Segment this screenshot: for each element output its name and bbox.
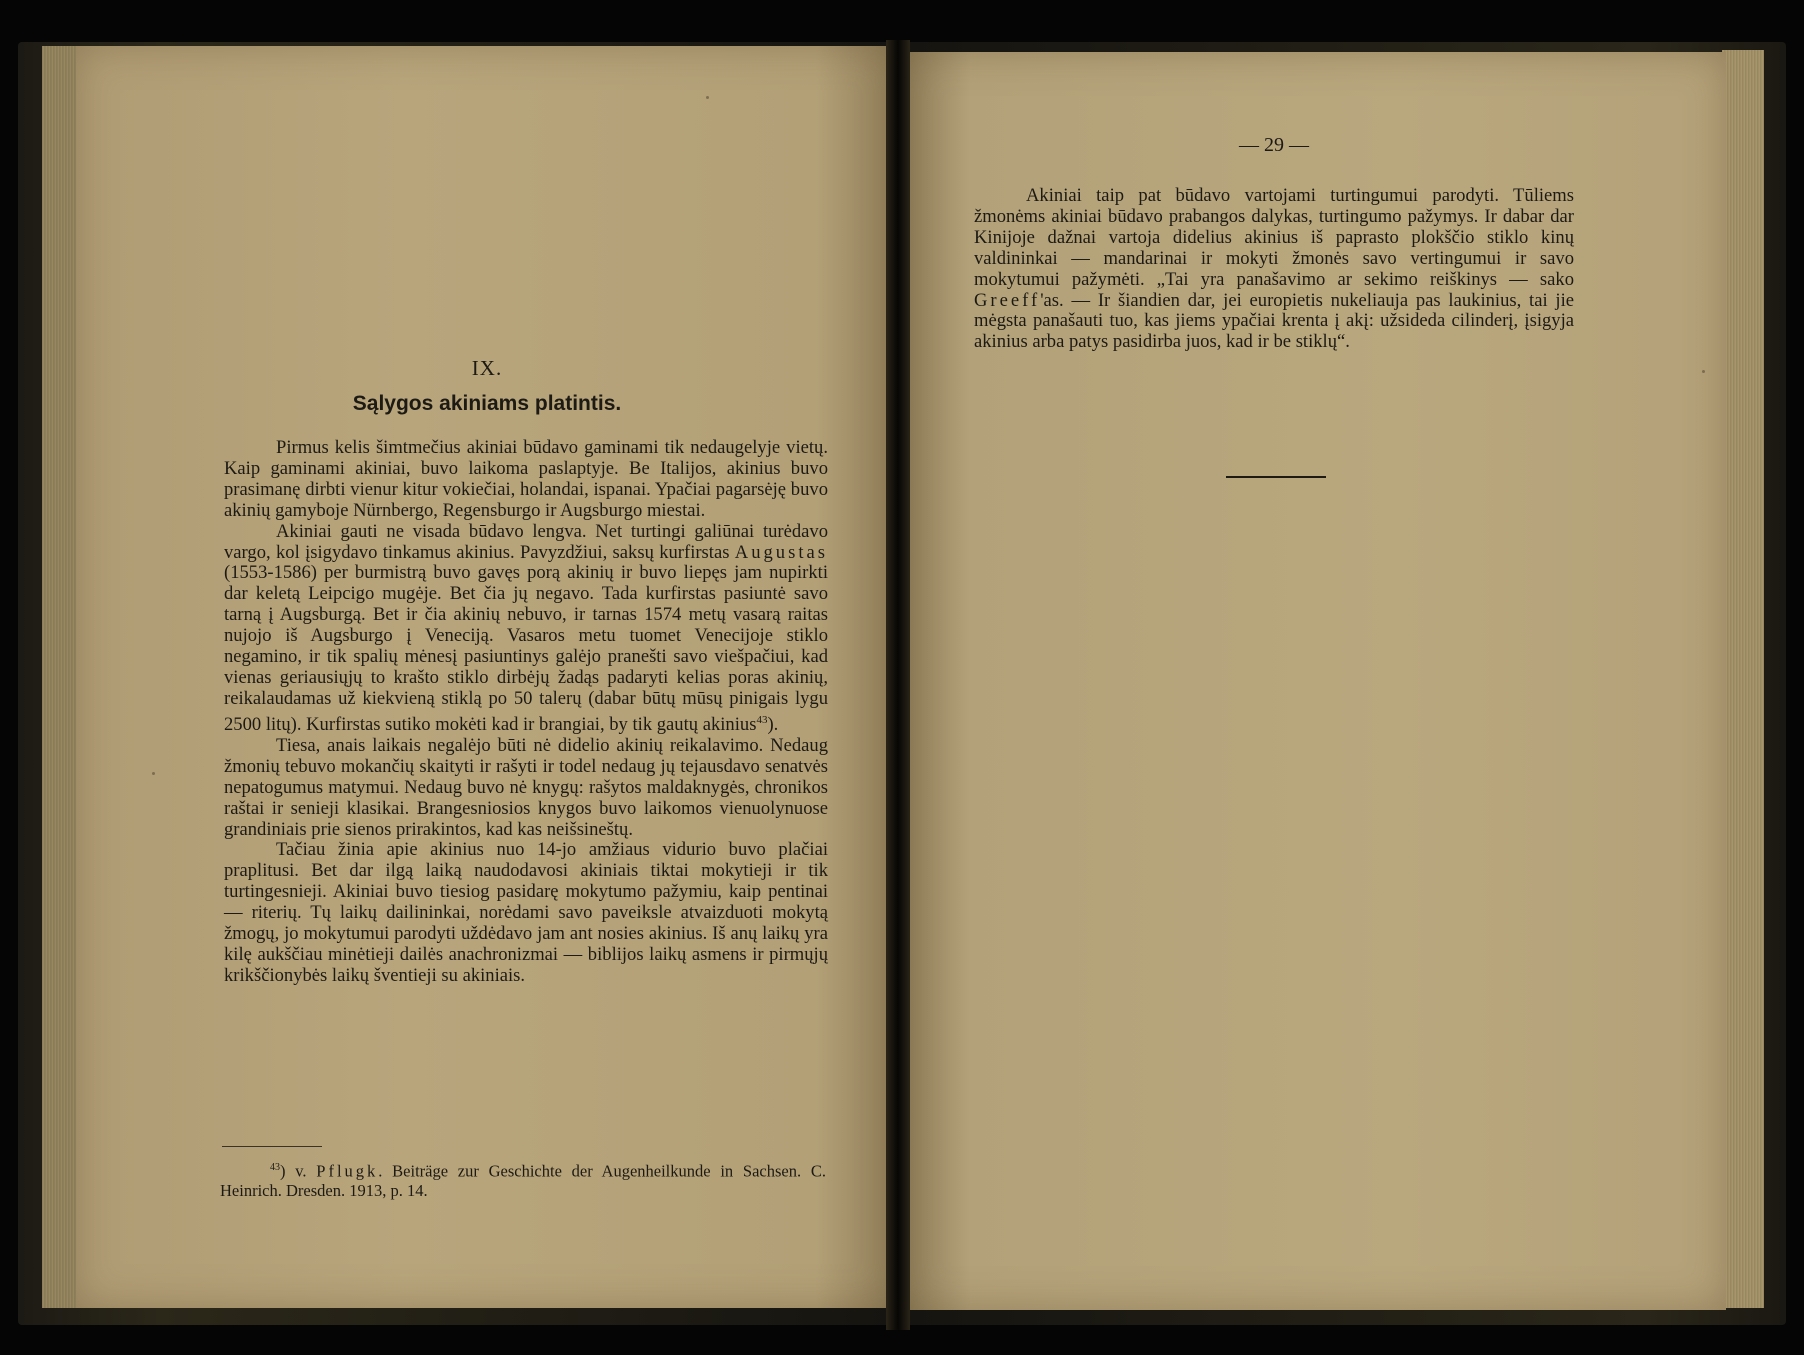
paragraph: Pirmus kelis šimtmečius akiniai būdavo gaminami tik nedaugelyje vietų. Kaip gaminami akiniai, buvo laikoma paslaptyje. Be Italijos, akinius buvo prasimanę dirbti vienur kitur vokiečiai, holandai, ispanai. Ypačiai pagarsėję buvo akinių gamyboje Nürnbergo, Regensburgo ir Augsburgo miestai. <box>224 437 828 521</box>
paragraph <box>224 522 828 736</box>
paragraph: Tiesa, anais laikais negalėjo būti nė didelio akinių reikalavimo. Nedaug žmonių tebuvo mokančių skaityti ir rašyti ir todel nedaug jų tejausdavo senatvės nepatogumus matymui. Nedaug buvo nė knygų: rašytos maldaknygės, chronikos raštai ir senieji klasikai. Brangesniosios knygos buvo laikomos vienuolynuose grandiniais prie sienos prirakintos, kad kas neišsineštų. <box>224 734 828 840</box>
chapter-title: Sąlygos akiniams platintis. <box>352 392 622 415</box>
paragraph: Tačiau žinia apie akinius nuo 14-jo amžiaus vidurio buvo plačiai praplitusi. Bet dar ilgą laiką naudodavosi akiniais tiktai mokytieji ir tik turtingesnieji. Akiniai buvo tiesiog pasidarę mokytumo pažymiu, kaip pentinai — riterių. Tų laikų dailininkai, norėdami savo paveiksle atvaizduoti mokytą žmogų, jo mokytumui parodyti uždėdavo jam ant nosies akinius. Iš anų laikų yra kilę aukščiau minėtieji dailės anachronizmai — biblijos laikų asmens ir pirmųjų krikščionybės laikų šventieji su akiniais. <box>224 839 828 986</box>
footnote-rest: . Beiträge zur Geschichte der Augenheilkunde in Sachsen. C. Heinrich. Dresden. 1913, p. 14. <box>220 1161 826 1200</box>
footnote-mark: 43 <box>270 1162 280 1173</box>
footnote-author: Pflugk <box>316 1161 379 1181</box>
footnote-reference: 43 <box>756 713 768 726</box>
paragraph-text: (1553-1586) per burmistrą buvo gavęs porą akinių ir buvo liepęs jam nupirkti dar keletą Leipcigo mugėje. Bet čia jų negavo. Tada kurfirstas pasiuntė savo tarną į Augsburgą. Bet ir čia akinių nebuvo, ir tarnas 1574 metų vasarą raitas nujojo iš Augsburgo į Veneciją. Vasaros metu tuomet Venecijoje stiklo negamino, ir tik spalių mėnesį pasiuntinys galėjo pranešti savo viešpačiui, kad vienas geriausiųjų to krašto stiklo dirbėjų žadąs padaryti kelias poras akinių, reikalaudamas už kiekvieną stiklą po 50 talerų (dabar būtų mūsų pinigais lygu 2500 litų). Kurfirstas sutiko mokėti kad ir brangiai, by tik gautų akinius <box>224 562 828 735</box>
paper-speck <box>706 96 709 99</box>
emphasized-name: Augustas <box>734 541 828 563</box>
footnote-text <box>220 1158 826 1200</box>
left-page-edges <box>42 46 78 1308</box>
paragraph <box>974 186 1574 353</box>
paper-speck <box>152 772 155 775</box>
right-page-edges <box>1722 50 1764 1308</box>
paragraph-text: 'as. — Ir šiandien dar, jei europietis nukeliauja pas laukinius, tai jie mėgsta panašauti tuo, kas jiems ypačiai krenta į akį: užsideda cilinderį, įsigyja akinius arba patys pasidirba juos, kad ir be stiklų“. <box>974 289 1574 353</box>
book-gutter <box>886 40 910 1330</box>
right-page-body <box>974 186 1574 353</box>
chapter-number: IX. <box>471 356 503 380</box>
footnote-lead: ) v. <box>280 1161 317 1181</box>
paragraph-text: ). <box>767 713 779 735</box>
paper-speck <box>1702 370 1705 373</box>
paragraph-text: Akiniai taip pat būdavo vartojami turtingumui parodyti. Tūliems žmonėms akiniai būdavo prabangos dalykas, turtingumo pažymys. Ir dabar dar Kinijoje dažnai vartoja didelius akinius iš paprasto plokščio stiklo kinų valdininkai — mandarinai ir mokyti žmonės savo vertingumui ir savo mokytumui pažymėti. „Tai yra panašavimo ar sekimo reiškinys — sako <box>974 185 1574 290</box>
footnote-separator <box>222 1146 322 1147</box>
paragraph-text: Akiniai gauti ne visada būdavo lengva. Net turtingi galiūnai turėdavo vargo, kol įsigydavo tinkamus akinius. Pavyzdžiui, saksų kurfirstas <box>224 520 828 563</box>
footnote <box>220 1158 826 1200</box>
left-page-body <box>224 438 828 987</box>
chapter-end-rule <box>1226 476 1326 478</box>
page-number: — 29 — <box>1239 134 1309 156</box>
emphasized-name: Greeff <box>974 289 1041 311</box>
